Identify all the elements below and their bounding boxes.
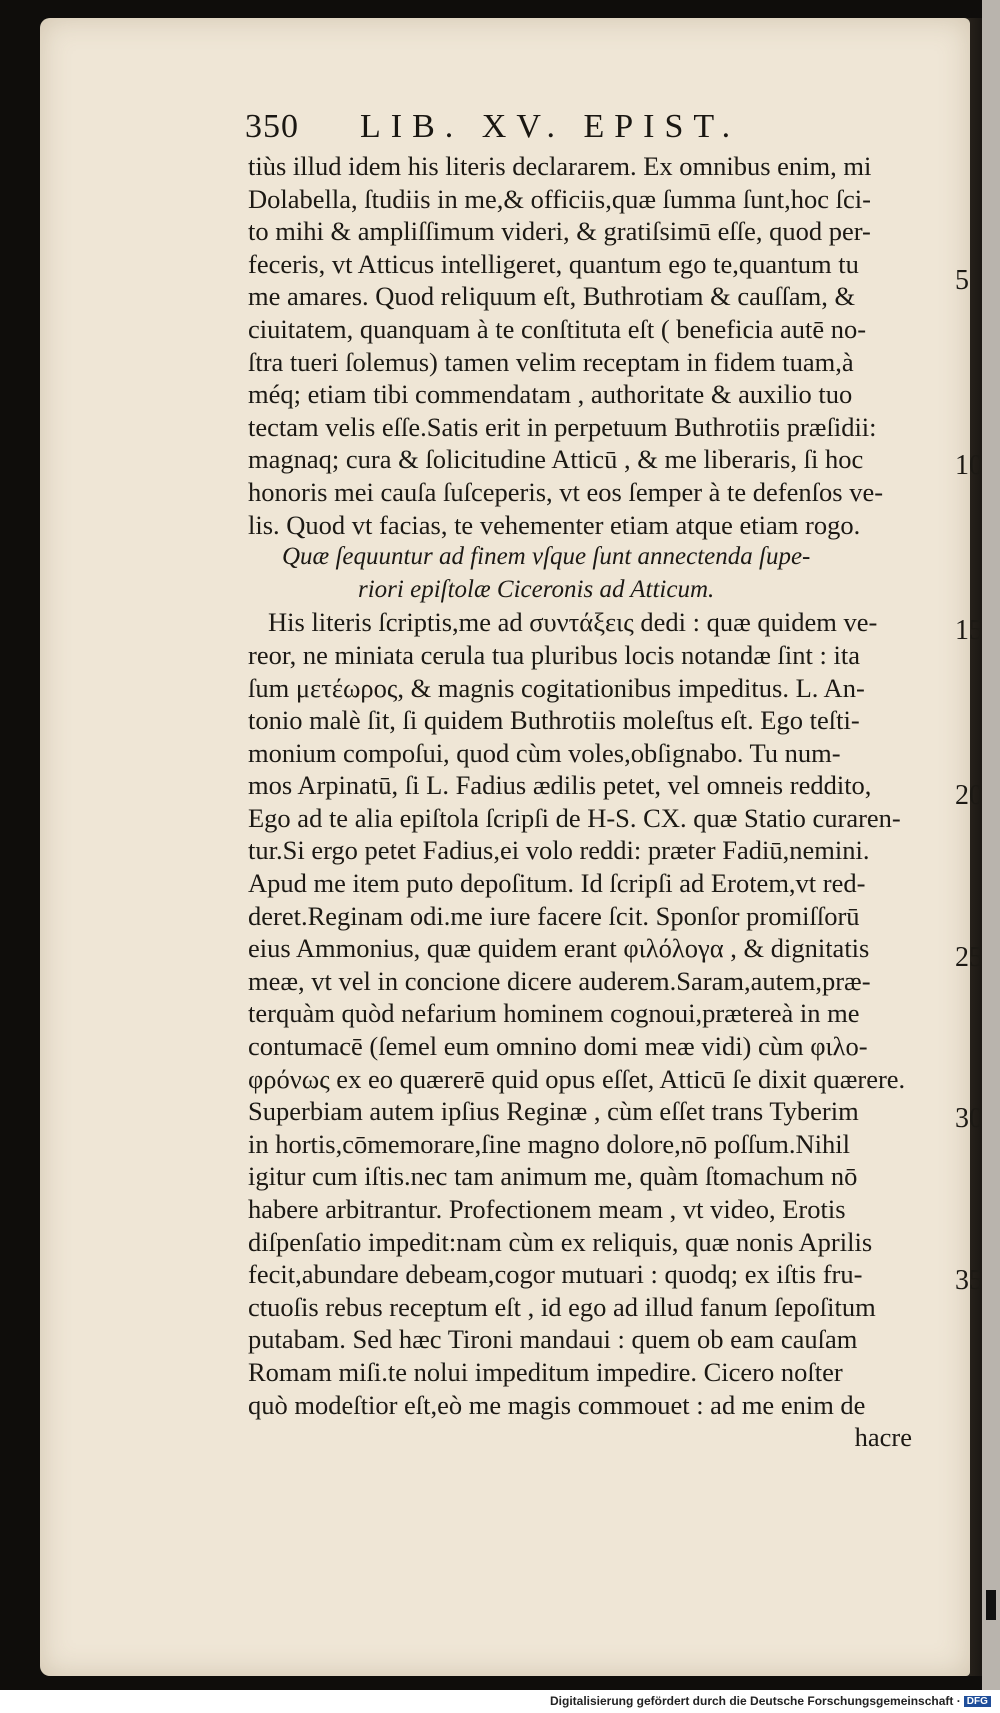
text-line: me amares. Quod reliquum eſt, Buthrotiam & cauſſam, & <box>248 281 856 312</box>
line-number: 20 <box>955 780 983 811</box>
text-line: Dolabella, ſtudiis in me,& officiis,quæ ſumma ſunt,hoc ſci- <box>248 183 871 214</box>
line-number: 35 <box>955 1265 983 1296</box>
text-line: meæ, vt vel in concione dicere auderem.Saram,autem,præ- <box>248 965 871 996</box>
text-line: eius Ammonius, quæ quidem erant φιλόλογα , & dignitatis <box>248 933 870 964</box>
text-line: His literis ſcriptis,me ad συντάξεις dedi : quæ quidem ve- <box>268 607 878 638</box>
scan-side-strip <box>982 0 1000 1690</box>
text-line: Superbiam autem ipſius Reginæ , cùm eſſet trans Tyberim <box>248 1096 859 1127</box>
running-title: LIB. XV. EPIST. <box>360 108 741 145</box>
dfg-logo: DFG <box>964 1696 991 1707</box>
text-line: diſpenſatio impedit:nam cùm ex reliquis, quæ nonis Aprilis <box>248 1226 873 1257</box>
text-line: terquàm quòd nefarium hominem cognoui,prætereà in me <box>248 998 860 1029</box>
text-line: φρόνως ex eo quærerē quid opus eſſet, Atticū ſe dixit quærere. <box>248 1063 906 1094</box>
page-number: 350 <box>245 108 299 145</box>
text-line: putabam. Sed hæc Tironi mandaui : quem ob eam cauſam <box>248 1324 858 1355</box>
section-note-line: riori epiſtolæ Ciceronis ad Atticum. <box>358 575 715 603</box>
line-number: 15 <box>955 615 983 646</box>
text-line: quò modeſtior eſt,eò me magis commouet : ad me enim de <box>248 1389 866 1420</box>
text-line: honoris mei cauſa ſuſceperis, vt eos ſemper à te defenſos ve- <box>248 476 884 507</box>
body-text <box>248 150 960 1454</box>
text-line: lis. Quod vt facias, te vehementer etiam atque etiam rogo. <box>248 509 861 540</box>
line-number: 5 <box>955 265 969 296</box>
text-line: ſum μετέωρος, & magnis cogitationibus impeditus. L. An- <box>248 672 865 703</box>
text-line: magnaq; cura & ſolicitudine Atticū , & me liberaris, ſi hoc <box>248 444 864 475</box>
text-line: monium compoſui, quod cùm voles,obſignabo. Tu num- <box>248 737 841 768</box>
text-line: in hortis,cōmemorare,ſine magno dolore,nō poſſum.Nihil <box>248 1128 851 1159</box>
text-line: ſtra tueri ſolemus) tamen velim receptam in fidem tuam,à <box>248 346 854 377</box>
line-number: 30 <box>955 1103 983 1134</box>
text-line: deret.Reginam odi.me iure facere ſcit. Sponſor promiſſorū <box>248 900 860 931</box>
text-line: igitur cum iſtis.nec tam animum me, quàm ſtomachum nō <box>248 1161 858 1192</box>
text-line: ciuitatem, quanquam à te conſtituta eſt ( beneficia autē no- <box>248 313 867 344</box>
funding-footer <box>550 1694 991 1708</box>
text-line: tectam velis eſſe.Satis erit in perpetuum Buthrotiis præſidii: <box>248 411 877 442</box>
text-line: méq; etiam tibi commendatam , authoritate & auxilio tuo <box>248 379 853 410</box>
text-line: Apud me item puto depoſitum. Id ſcripſi ad Erotem,vt red- <box>248 868 866 899</box>
text-line: Romam miſi.te nolui impeditum impedire. Cicero noſter <box>248 1356 843 1387</box>
text-line: contumacē (ſemel eum omnino domi meæ vidi) cùm φιλο- <box>248 1031 868 1062</box>
text-line: habere arbitrantur. Profectionem meam , vt video, Erotis <box>248 1194 846 1224</box>
catchword: hacre <box>854 1422 912 1453</box>
text-line: Ego ad te alia epiſtola ſcripſi de H-S. CX. quæ Statio curaren- <box>248 802 901 833</box>
text-line: mos Arpinatū, ſi L. Fadius ædilis petet, vel omneis reddito, <box>248 770 872 801</box>
text-line: fecit,abundare debeam,cogor mutuari : quodq; ex iſtis fru- <box>248 1259 863 1290</box>
text-line: tiùs illud idem his literis declararem. Ex omnibus enim, mi <box>248 151 872 181</box>
strip-mark <box>986 1590 996 1620</box>
text-line: tur.Si ergo petet Fadius,ei volo reddi: præter Fadiū,nemini. <box>248 835 870 866</box>
text-line: feceris, vt Atticus intelligeret, quantum ego te,quantum tu <box>248 248 859 279</box>
text-line: reor, ne miniata cerula tua pluribus locis notandæ ſint : ita <box>248 639 860 670</box>
section-note-line: Quæ ſequuntur ad finem vſque ſunt annectenda ſupe- <box>282 543 811 571</box>
line-number: 25 <box>955 942 983 973</box>
text-line: tonio malè ſit, ſi quidem Buthrotiis moleſtus eſt. Ego teſti- <box>248 705 860 736</box>
footer-text: Digitalisierung gefördert durch die Deutsche Forschungsgemeinschaft · <box>550 1694 961 1708</box>
text-line: to mihi & ampliſſimum videri, & gratiſsimū eſſe, quod per- <box>248 216 871 247</box>
line-number: 10 <box>955 450 983 481</box>
text-line: ctuoſis rebus receptum eſt , id ego ad illud fanum ſepoſitum <box>248 1291 876 1322</box>
